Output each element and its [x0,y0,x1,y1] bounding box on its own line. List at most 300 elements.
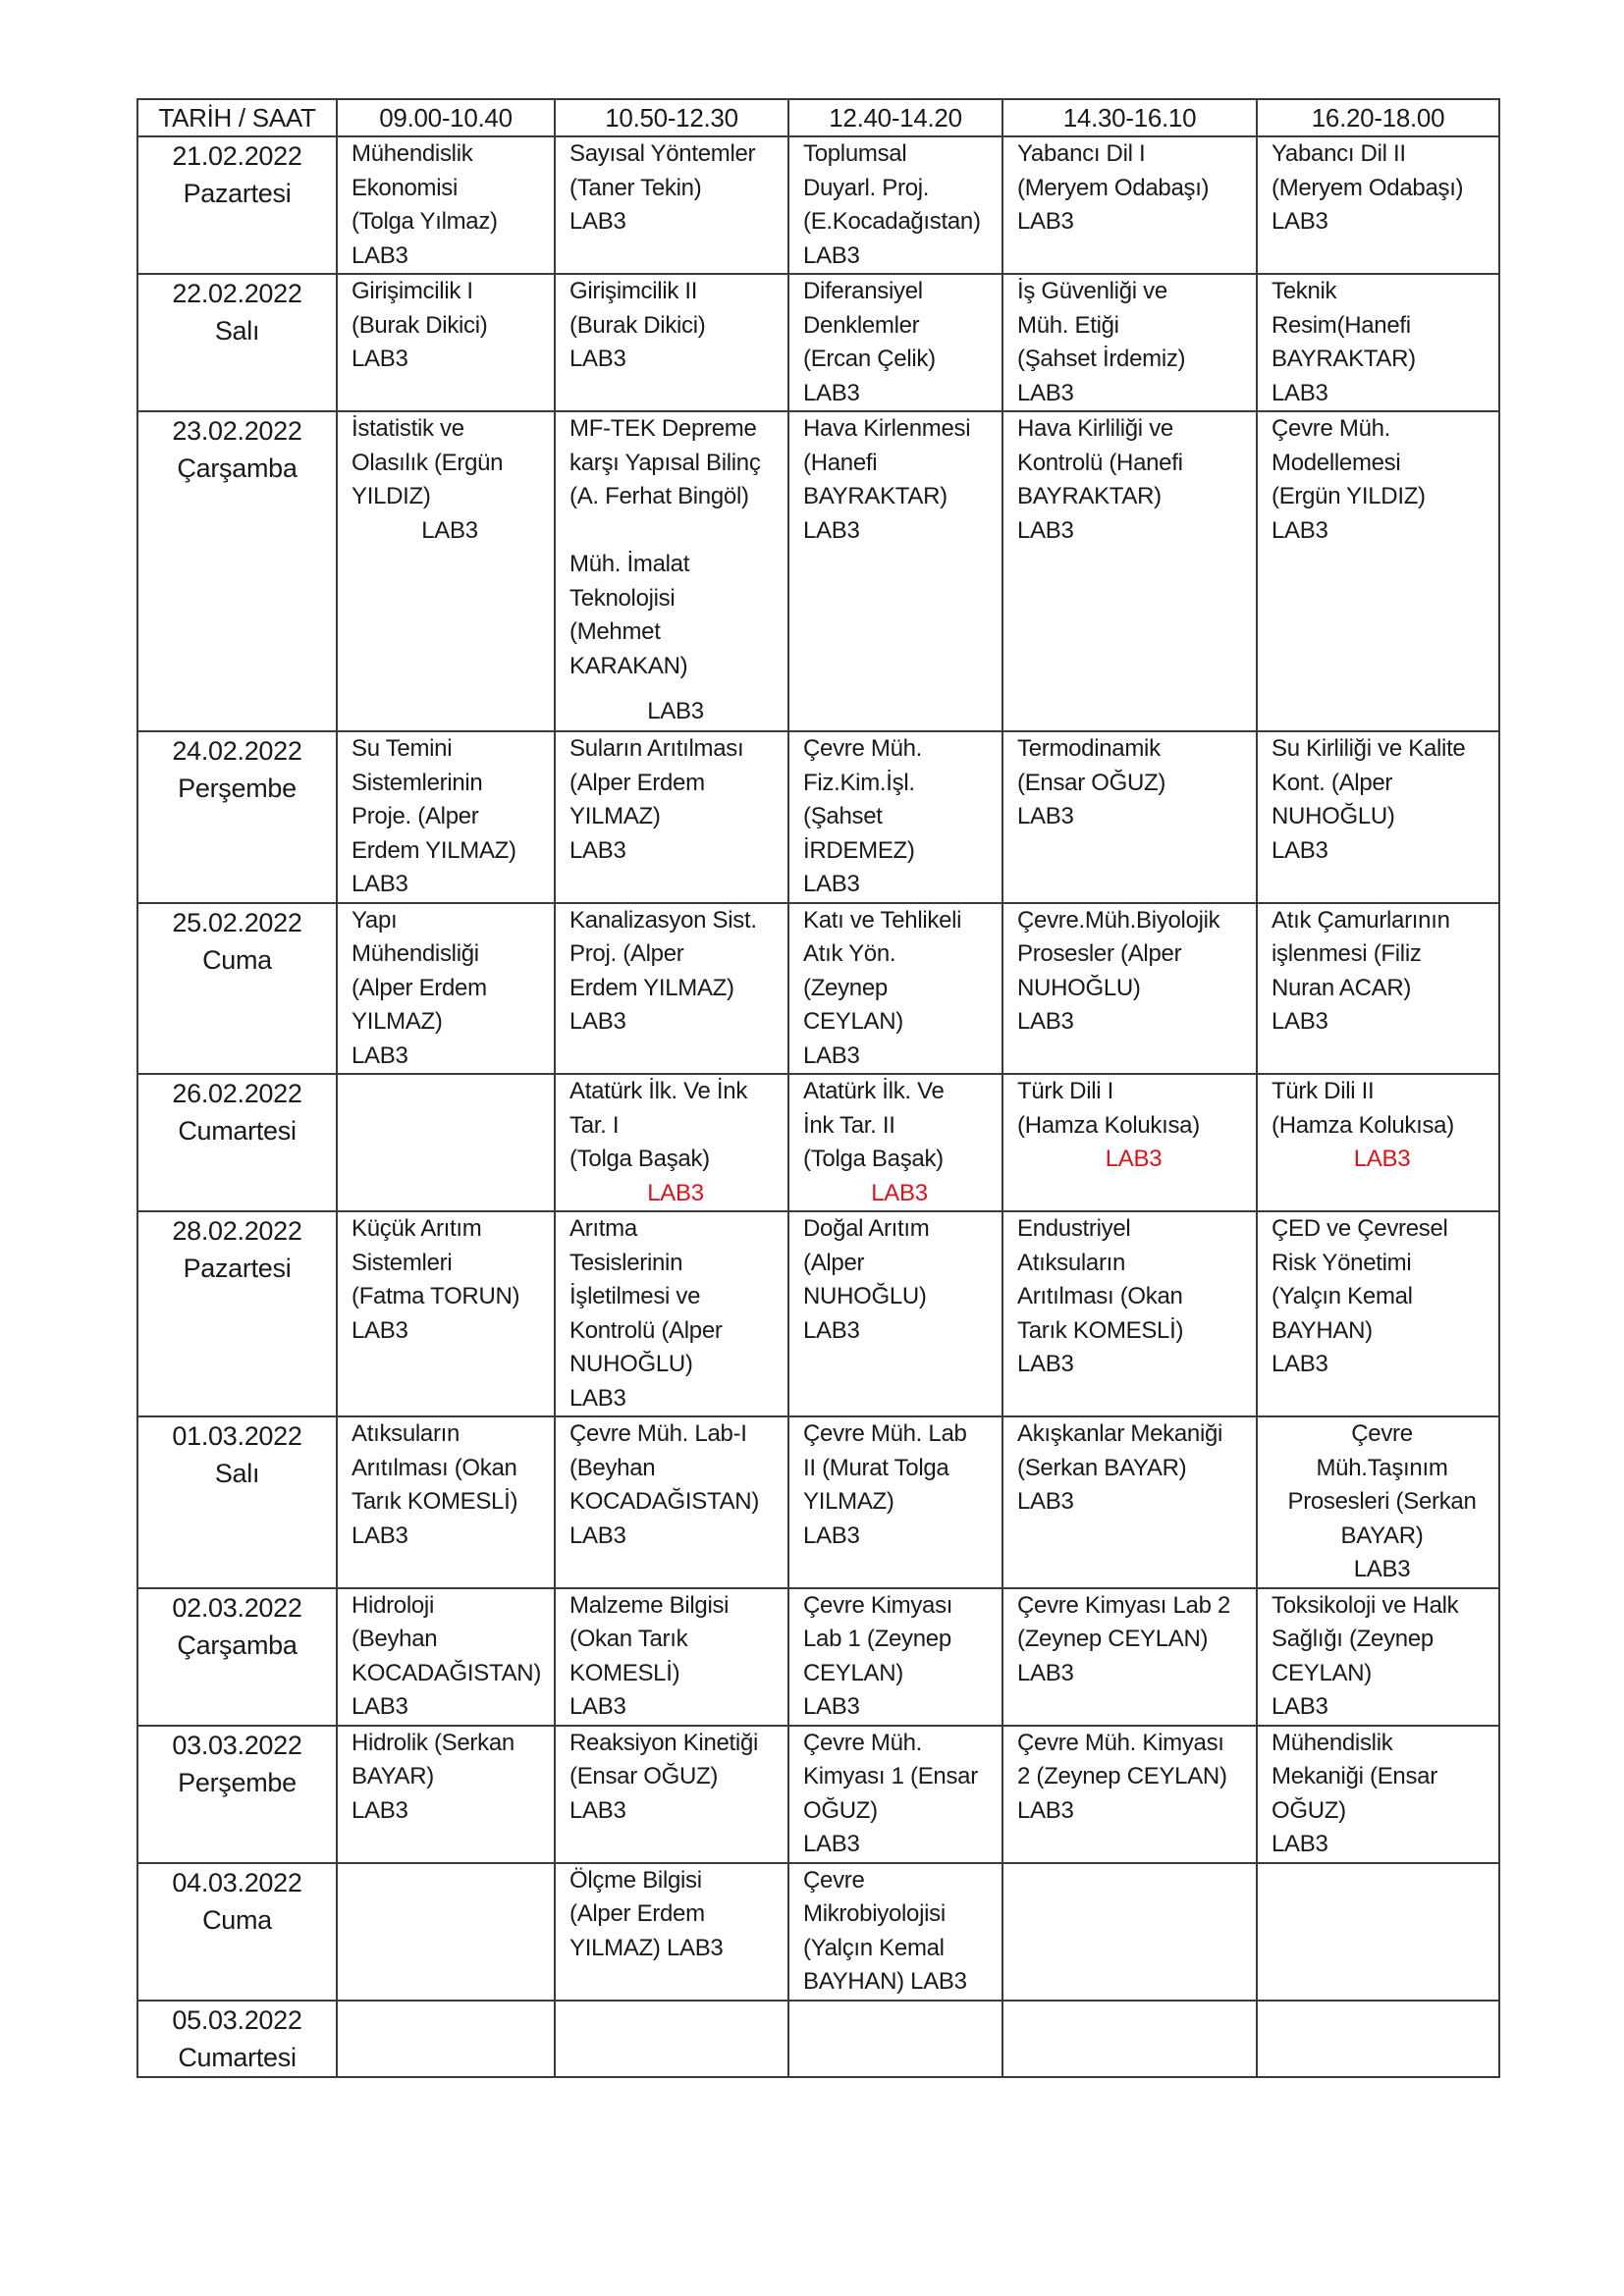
course-line: LAB3 [1017,208,1074,235]
course-line: YILMAZ) LAB3 [569,1934,724,1961]
course-line: LAB3 [352,1316,408,1344]
course-line: KOCADAĞISTAN) [569,1488,760,1515]
course-line: LAB3 [1272,1693,1328,1720]
course-line: Modellemesi [1272,449,1401,476]
course-cell [337,731,555,903]
course-line: LAB3 [803,1693,860,1720]
course-cell [337,411,555,731]
date-text: 23.02.2022 [172,416,302,446]
date-cell [137,1211,337,1416]
course-line: Girişimcilik II [569,278,698,304]
course-line: Çevre Müh. [803,735,923,762]
course-line: Denklemler [803,311,920,339]
header-row [137,99,1499,136]
course-line: LAB3 [569,836,626,864]
course-cell [337,1211,555,1416]
course-line: Atatürk İlk. Ve İnk [569,1078,748,1104]
course-cell [1002,731,1257,903]
weekday-text: Çarşamba [177,1629,298,1660]
course-line: LAB3 [1017,516,1074,544]
course-line: BAYRAKTAR) [1017,483,1162,509]
date-text: 01.03.2022 [172,1421,302,1451]
course-cell [555,1211,788,1416]
course-line: Çevre Müh. Kimyası [1017,1729,1224,1756]
course-cell [555,136,788,274]
course-line: Müh. Etiği [1017,311,1119,339]
course-line: Mekaniği (Ensar [1272,1763,1437,1789]
course-line: (Meryem Odabaşı) [1272,174,1464,201]
course-line: Küçük Arıtım [352,1215,482,1242]
course-cell [555,1863,788,2001]
course-line: OĞUZ) [1272,1796,1346,1824]
course-line: Yapı [352,906,398,934]
course-line: Girişimcilik I [352,278,473,304]
schedule-row [137,411,1499,731]
course-line: Toksikoloji ve Halk [1272,1591,1459,1619]
course-line: LAB3 [569,1384,626,1412]
course-line: (Beyhan [569,1454,656,1481]
date-cell [137,903,337,1075]
course-line: Sayısal Yöntemler [569,140,756,167]
course-line: LAB3 [1272,836,1328,864]
course-line: (Ensar OĞUZ) [1017,769,1166,796]
course-line: LAB3 [1272,1008,1328,1035]
weekday-text: Çarşamba [177,454,298,483]
course-line: LAB3 [352,1522,408,1549]
empty-cell [1002,2001,1257,2077]
course-line: LAB3 [1017,1351,1074,1377]
schedule-row [137,1726,1499,1863]
course-cell [788,1726,1002,1863]
course-line: LAB3 [803,379,860,406]
course-line: BAYHAN) [1272,1316,1373,1344]
weekday-text: Pazartesi [183,1254,292,1283]
room-label: LAB3 [871,1179,928,1206]
course-cell [555,1074,788,1211]
date-text: 02.03.2022 [172,1592,302,1623]
schedule-row [137,1211,1499,1416]
date-text: 21.02.2022 [172,141,302,171]
course-line: LAB3 [803,1522,860,1549]
course-cell [1002,1074,1257,1211]
course-cell [555,1416,788,1588]
course-line: Mühendisliği [352,940,479,967]
course-cell [337,136,555,274]
empty-cell [337,1863,555,2001]
course-line: Endustriyel [1017,1215,1131,1242]
course-line: Proj. (Alper [569,940,684,967]
course-line: (Tolga Yılmaz) [352,208,498,235]
course-cell [337,1416,555,1588]
course-cell [1002,136,1257,274]
course-line: Hava Kirliliği ve [1017,415,1173,442]
weekday-text: Cumartesi [178,2042,297,2072]
course-line: (Fatma TORUN) [352,1283,520,1309]
course-line: Atıksuların [1017,1249,1126,1276]
course-line: CEYLAN) [803,1659,903,1686]
date-text: 22.02.2022 [172,279,302,308]
course-cell [1257,1074,1499,1211]
course-line: Malzeme Bilgisi [569,1591,730,1619]
course-line: Toplumsal [803,140,907,167]
course-line: LAB3 [1017,379,1074,406]
course-line: LAB3 [803,1831,860,1857]
course-cell [337,1588,555,1726]
course-cell [788,1863,1002,2001]
course-line: İş Güvenliği ve [1017,278,1167,304]
course-cell [1257,731,1499,903]
course-line: Mühendislik [1272,1729,1393,1756]
course-line: Tarık KOMESLİ) [1017,1316,1184,1344]
weekday-text: Cuma [202,1904,272,1935]
course-line: (Yalçın Kemal [1272,1283,1413,1309]
course-line: LAB3 [569,1522,626,1549]
course-line: Kanalizasyon Sist. [569,906,757,934]
course-cell [1257,903,1499,1075]
course-line: Olasılık (Ergün [352,449,504,476]
course-cell [555,1588,788,1726]
room-label: LAB3 [647,698,704,724]
spacer [569,514,782,549]
empty-cell [337,2001,555,2077]
course-line: Yabancı Dil I [1017,140,1146,167]
course-line: LAB3 [352,346,408,372]
course-line: (Mehmet [569,618,661,645]
course-line: Müh. İmalat [569,551,690,577]
course-cell [1257,274,1499,411]
course-line: KARAKAN) [569,652,688,679]
course-line: YILDIZ) [352,483,431,509]
course-line: Türk Dili II [1272,1078,1375,1104]
course-line: ÇED ve Çevresel [1272,1215,1448,1242]
course-cell [1257,136,1499,274]
course-line: (E.Kocadağıstan) [803,208,981,235]
course-line: Fiz.Kim.İşl. [803,769,915,796]
course-line: YILMAZ) [803,1488,894,1515]
course-line: Prosesleri (Serkan [1287,1488,1477,1515]
room-label: LAB3 [647,1179,704,1206]
course-line: Kimyası 1 (Ensar [803,1763,978,1789]
course-cell [1002,903,1257,1075]
course-line: LAB3 [1272,516,1328,544]
course-line: (Beyhan [352,1626,438,1652]
empty-cell [788,2001,1002,2077]
course-line: LAB3 [569,1008,626,1035]
course-line: (Şahset İrdemiz) [1017,346,1186,372]
course-line: Tar. I [569,1111,620,1139]
course-line: Kont. (Alper [1272,769,1393,796]
course-line: Atıksuların [352,1420,460,1447]
course-line: Termodinamik [1017,735,1161,762]
date-cell [137,1416,337,1588]
course-line: Sistemleri [352,1249,453,1276]
date-cell [137,136,337,274]
course-line: Su Temini [352,735,453,762]
course-line: Arıtma [569,1215,637,1242]
course-line: NUHOĞLU) [803,1283,927,1309]
course-line: II (Murat Tolga [803,1454,949,1481]
course-line: Çevre [803,1866,865,1894]
room-label: LAB3 [1353,1146,1411,1172]
course-cell [788,1588,1002,1726]
course-line: Risk Yönetimi [1272,1249,1412,1276]
date-cell [137,1726,337,1863]
course-cell [788,1074,1002,1211]
schedule-row [137,2001,1499,2077]
course-line: LAB3 [1017,803,1074,829]
course-cell [1257,1416,1499,1588]
course-line: (Alper [803,1249,865,1276]
course-line: (Tolga Başak) [569,1146,710,1172]
date-text: 25.02.2022 [172,907,302,937]
course-line: Mühendislik [352,140,473,167]
course-cell [1002,274,1257,411]
course-line: LAB3 [569,1693,626,1720]
course-cell [788,1211,1002,1416]
course-line: Tarık KOMESLİ) [352,1488,518,1515]
room-label: LAB3 [1105,1146,1163,1172]
course-line: Kontrolü (Alper [569,1316,723,1344]
date-cell [137,411,337,731]
course-line: 2 (Zeynep CEYLAN) [1017,1763,1227,1789]
empty-cell [1257,2001,1499,2077]
course-line: Sağlığı (Zeynep [1272,1626,1434,1652]
course-line: KOCADAĞISTAN) [352,1659,542,1686]
course-cell [555,903,788,1075]
course-line: LAB3 [352,1796,408,1824]
course-line: Lab 1 (Zeynep [803,1626,951,1652]
course-cell [788,731,1002,903]
course-line: LAB3 [569,208,626,235]
course-cell [1257,1588,1499,1726]
course-line: (Ercan Çelik) [803,346,936,372]
course-line: işlenmesi (Filiz [1272,940,1422,967]
course-line: LAB3 [1272,379,1328,406]
course-cell [788,411,1002,731]
course-cell [1257,411,1499,731]
course-line: Ekonomisi [352,174,459,201]
schedule-body [137,136,1499,2077]
course-line: Çevre Müh. [803,1729,923,1756]
course-line: Erdem YILMAZ) [569,974,734,1001]
room-label: LAB3 [421,516,478,544]
course-line: LAB3 [352,1041,408,1069]
course-line: MF-TEK Depreme [569,415,757,442]
course-line: BAYHAN) LAB3 [803,1968,967,1995]
course-line: NUHOĞLU) [1272,803,1395,829]
course-line: Çevre Müh. [1272,415,1391,442]
course-line: (Hamza Kolukısa) [1272,1111,1454,1139]
course-cell [337,903,555,1075]
schedule-row [137,136,1499,274]
date-text: 05.03.2022 [172,2004,302,2035]
course-line: Hidrolik (Serkan [352,1729,514,1756]
course-line: (Tolga Başak) [803,1146,944,1172]
course-line: LAB3 [352,241,408,269]
weekday-text: Perşembe [178,774,297,803]
header-slot-1: 09.00-10.40 [337,99,555,136]
date-cell [137,731,337,903]
course-line: (Okan Tarık [569,1626,688,1652]
course-line: LAB3 [1272,1831,1328,1857]
course-line: LAB3 [1017,1488,1074,1515]
course-line: Kontrolü (Hanefi [1017,449,1183,476]
course-line: (Ensar OĞUZ) [569,1763,719,1789]
weekday-text: Pazartesi [183,179,292,208]
course-line: Prosesler (Alper [1017,940,1182,967]
course-line: (Taner Tekin) [569,174,702,201]
course-cell [1002,1211,1257,1416]
course-line: Nuran ACAR) [1272,974,1412,1001]
course-line: (Burak Dikici) [569,311,706,339]
course-cell [555,411,788,731]
course-line: İstatistik ve [352,415,464,442]
course-line: (Zeynep [803,974,888,1001]
course-line: (Hamza Kolukısa) [1017,1111,1200,1139]
course-line: Teknik [1272,278,1337,304]
weekday-text: Cuma [202,944,272,975]
course-cell [788,136,1002,274]
course-line: (Serkan BAYAR) [1017,1454,1187,1481]
date-text: 24.02.2022 [172,736,302,766]
course-cell [1002,1416,1257,1588]
course-line: LAB3 [352,871,408,897]
course-line: (Yalçın Kemal [803,1934,945,1961]
course-line: Arıtılması (Okan [1017,1283,1183,1309]
course-cell [1257,1726,1499,1863]
date-text: 03.03.2022 [172,1730,302,1760]
weekday-text: Salı [214,1459,260,1488]
course-cell [1257,1211,1499,1416]
course-line: BAYRAKTAR) [1272,346,1416,372]
course-line: (A. Ferhat Bingöl) [569,483,749,509]
course-cell [555,274,788,411]
schedule-row [137,1416,1499,1588]
course-line: YILMAZ) [569,803,661,829]
course-line: (Alper Erdem [352,974,487,1001]
date-cell [137,1588,337,1726]
course-line: LAB3 [1272,1351,1328,1377]
schedule-row [137,274,1499,411]
date-cell [137,274,337,411]
date-text: 04.03.2022 [172,1867,302,1897]
course-cell [337,1726,555,1863]
date-text: 26.02.2022 [172,1079,302,1108]
course-line: Ölçme Bilgisi [569,1866,702,1894]
course-line: Çevre Kimyası [803,1591,953,1619]
course-line: (Burak Dikici) [352,311,488,339]
course-line: İnk Tar. II [803,1111,895,1139]
course-line: Doğal Arıtım [803,1215,930,1242]
course-line: LAB3 [1017,1796,1074,1824]
course-line: Sistemlerinin [352,769,483,796]
schedule-row [137,1074,1499,1211]
course-line: LAB3 [803,871,860,897]
course-line: Atatürk İlk. Ve [803,1078,945,1104]
course-line: (Zeynep CEYLAN) [1017,1626,1209,1652]
course-line: Çevre Müh. Lab [803,1420,967,1447]
course-line: Çevre Müh. Lab-I [569,1420,747,1447]
schedule-row [137,731,1499,903]
exam-schedule-table [136,98,1500,2078]
course-cell [555,1726,788,1863]
course-line: LAB3 [569,1796,626,1824]
course-line: NUHOĞLU) [569,1351,693,1377]
course-line: İRDEMEZ) [803,836,915,864]
course-line: Proje. (Alper [352,803,479,829]
course-line: KOMESLİ) [569,1659,680,1686]
course-line: LAB3 [803,1041,860,1069]
course-line: Müh.Taşınım [1316,1454,1448,1481]
course-cell [555,731,788,903]
course-line: Yabancı Dil II [1272,140,1406,167]
header-slot-2: 10.50-12.30 [555,99,788,136]
empty-cell [555,2001,788,2077]
date-cell [137,1863,337,2001]
course-cell [1002,1588,1257,1726]
course-line: (Ergün YILDIZ) [1272,483,1426,509]
date-text: 28.02.2022 [172,1216,302,1246]
weekday-text: Cumartesi [178,1116,297,1146]
course-line: Çevre.Müh.Biyolojik [1017,906,1220,934]
course-line: Diferansiyel [803,278,923,304]
course-line: Atık Yön. [803,940,896,967]
course-line: Resim(Hanefi [1272,311,1411,339]
empty-cell [337,1074,555,1211]
course-line: LAB3 [352,1693,408,1720]
course-line: Türk Dili I [1017,1078,1114,1104]
course-line: Arıtılması (Okan [352,1454,517,1481]
course-line: Reaksiyon Kinetiği [569,1729,759,1756]
course-line: Çevre Kimyası Lab 2 [1017,1591,1231,1619]
course-line: BAYAR) [1340,1522,1424,1549]
course-line: CEYLAN) [1272,1659,1372,1686]
schedule-row [137,903,1499,1075]
course-cell [788,274,1002,411]
course-line: (Meryem Odabaşı) [1017,174,1210,201]
course-line: Akışkanlar Mekaniği [1017,1420,1223,1447]
course-line: Katı ve Tehlikeli [803,906,962,934]
course-line: Suların Arıtılması [569,735,744,762]
empty-cell [1257,1863,1499,2001]
course-line: Atık Çamurlarının [1272,906,1450,934]
course-cell [1002,411,1257,731]
weekday-text: Perşembe [178,1767,297,1797]
course-cell [337,274,555,411]
course-line: Su Kirliliği ve Kalite [1272,735,1466,762]
date-cell [137,2001,337,2077]
course-line: Teknolojisi [569,584,676,612]
course-line: LAB3 [1017,1008,1074,1035]
course-line: (Alper Erdem [569,769,705,796]
course-line: Çevre [1351,1420,1413,1447]
course-line: LAB3 [803,1316,860,1344]
course-cell [788,1416,1002,1588]
course-line: LAB3 [803,241,860,269]
course-line: LAB3 [569,346,626,372]
course-line: BAYRAKTAR) [803,483,947,509]
course-line: Erdem YILMAZ) [352,836,516,864]
header-slot-3: 12.40-14.20 [788,99,1002,136]
course-line: LAB3 [1353,1556,1411,1582]
course-cell [1002,1726,1257,1863]
course-line: BAYAR) [352,1763,434,1789]
schedule-row [137,1863,1499,2001]
spacer [569,683,782,695]
course-line: (Hanefi [803,449,878,476]
course-line: LAB3 [1017,1659,1074,1686]
course-line: LAB3 [803,516,860,544]
